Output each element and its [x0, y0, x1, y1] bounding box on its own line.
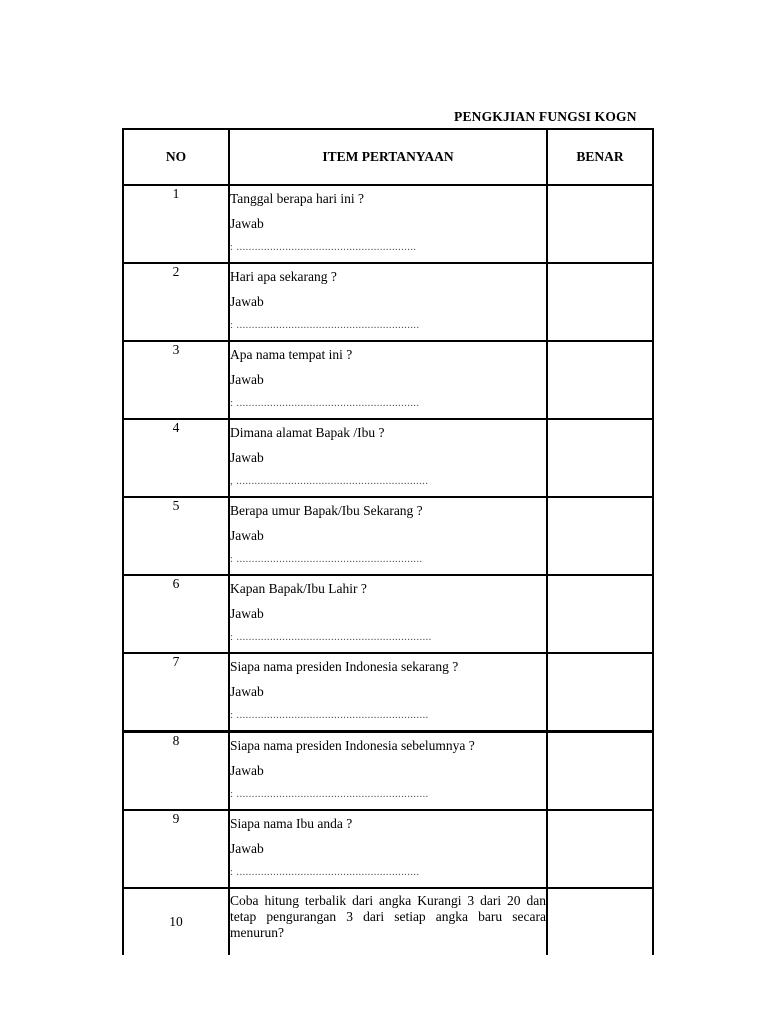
benar-cell[interactable]	[547, 263, 653, 341]
table-row	[123, 185, 653, 263]
row-number: 2	[123, 263, 229, 341]
table-row	[123, 653, 653, 732]
assessment-table	[122, 128, 654, 955]
question-cell	[229, 888, 547, 955]
answer-line[interactable]: : ............................................................	[230, 319, 420, 331]
benar-cell[interactable]	[547, 497, 653, 575]
answer-label: Jawab	[230, 841, 264, 856]
table-row	[123, 575, 653, 653]
header-item: ITEM PERTANYAAN	[229, 129, 547, 185]
answer-label: Jawab	[230, 216, 264, 231]
question-text: Siapa nama presiden Indonesia sebelumnya ?	[230, 738, 475, 753]
benar-cell[interactable]	[547, 341, 653, 419]
document-title: PENGKJIAN FUNGSI KOGN	[454, 109, 637, 124]
benar-cell[interactable]	[547, 888, 653, 955]
question-text: Coba hitung terbalik dari angka Kurangi 3 dari 20 dan tetap pengurangan 3 dari setiap angka baru secara menurun?	[230, 893, 546, 940]
question-cell	[229, 263, 547, 341]
answer-line[interactable]: : ...............................................................	[230, 709, 429, 721]
row-number: 9	[123, 810, 229, 888]
benar-cell[interactable]	[547, 419, 653, 497]
row-number: 8	[123, 732, 229, 811]
answer-line[interactable]: , ...............................................................	[230, 475, 429, 487]
answer-label: Jawab	[230, 763, 264, 778]
benar-cell[interactable]	[547, 185, 653, 263]
question-text: Apa nama tempat ini ?	[230, 347, 353, 362]
answer-line[interactable]: : .............................................................	[230, 553, 423, 565]
question-text: Berapa umur Bapak/Ibu Sekarang ?	[230, 503, 423, 518]
question-cell	[229, 341, 547, 419]
answer-line[interactable]: : ...........................................................	[230, 241, 417, 253]
answer-label: Jawab	[230, 528, 264, 543]
row-number: 6	[123, 575, 229, 653]
question-cell	[229, 653, 547, 732]
row-number: 3	[123, 341, 229, 419]
answer-line[interactable]: : ............................................................	[230, 397, 420, 409]
answer-label: Jawab	[230, 450, 264, 465]
table-row	[123, 810, 653, 888]
question-cell	[229, 185, 547, 263]
table-row	[123, 341, 653, 419]
answer-label: Jawab	[230, 372, 264, 387]
benar-cell[interactable]	[547, 653, 653, 732]
row-number: 1	[123, 185, 229, 263]
header-benar: BENAR	[547, 129, 653, 185]
answer-label: Jawab	[230, 684, 264, 699]
answer-line[interactable]: : ...............................................................	[230, 788, 429, 800]
question-text: Dimana alamat Bapak /Ibu ?	[230, 425, 385, 440]
header-no: NO	[123, 129, 229, 185]
table-row	[123, 888, 653, 955]
table-row	[123, 497, 653, 575]
table-header-row	[123, 129, 653, 185]
row-number: 7	[123, 653, 229, 732]
question-cell	[229, 732, 547, 811]
answer-line[interactable]: : ................................................................	[230, 631, 432, 643]
benar-cell[interactable]	[547, 575, 653, 653]
row-number: 5	[123, 497, 229, 575]
benar-cell[interactable]	[547, 732, 653, 811]
question-cell	[229, 497, 547, 575]
table-row	[123, 732, 653, 811]
table-row	[123, 419, 653, 497]
question-text: Tanggal berapa hari ini ?	[230, 191, 364, 206]
answer-line[interactable]: : ............................................................	[230, 866, 420, 878]
answer-label: Jawab	[230, 606, 264, 621]
question-text: Hari apa sekarang ?	[230, 269, 337, 284]
row-number: 4	[123, 419, 229, 497]
answer-label: Jawab	[230, 294, 264, 309]
question-text: Kapan Bapak/Ibu Lahir ?	[230, 581, 367, 596]
question-cell	[229, 810, 547, 888]
question-cell	[229, 575, 547, 653]
question-cell	[229, 419, 547, 497]
table-row	[123, 263, 653, 341]
question-text: Siapa nama presiden Indonesia sekarang ?	[230, 659, 459, 674]
question-text: Siapa nama Ibu anda ?	[230, 816, 353, 831]
benar-cell[interactable]	[547, 810, 653, 888]
row-number: 10	[123, 888, 229, 955]
